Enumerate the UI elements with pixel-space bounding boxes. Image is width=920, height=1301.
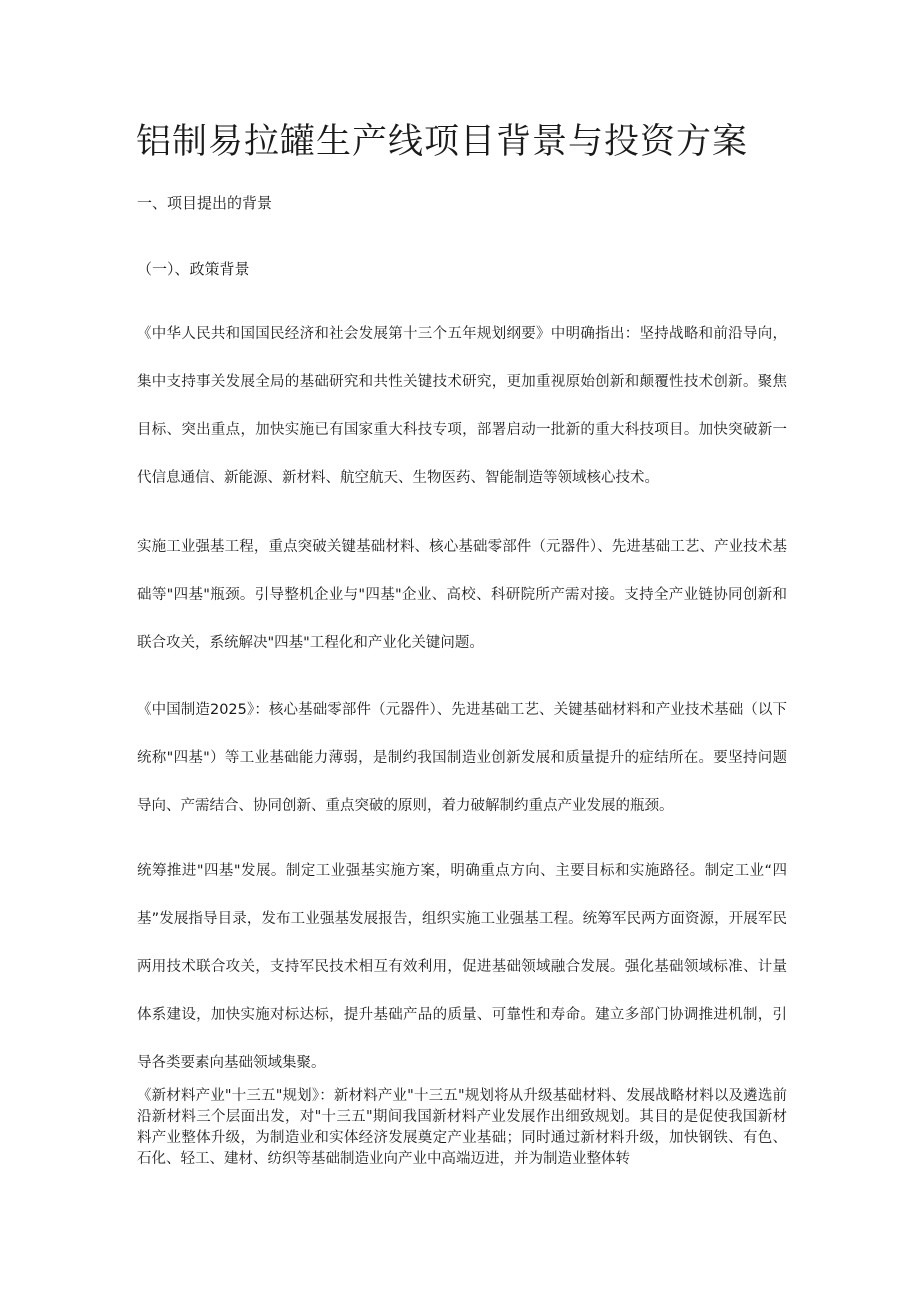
paragraph-made-in-china-2025: 《中国制造2025》：核心基础零部件（元器件）、先进基础工艺、关键基础材料和产业技术基础（以下统称"四基"）等工业基础能力薄弱，是制约我国制造业创新发展和质量提升的症结所在。要坚持问题导向、产需结合、协同创新、重点突破的原则，着力破解制约重点产业发展的瓶颈。 [137, 702, 787, 814]
section-heading: 一、项目提出的背景 [137, 194, 273, 212]
subsection-heading: （一）、政策背景 [137, 260, 250, 278]
paragraph-new-materials-plan: 《新材料产业"十三五"规划》：新材料产业"十三五"规划将从升级基础材料、发展战略材料以及遴选前沿新材料三个层面出发，对"十三五"期间我国新材料产业发展作出细致规划。其目的是促使我国新材料产业整体升级，为制造业和实体经济发展奠定产业基础；同时通过新材料升级，加快钢铁、有色、石化、轻工、建材、纺织等基础制造业向产业中高端迈进，并为制造业整体转 [137, 1088, 787, 1167]
paragraph-industrial-foundation: 实施工业强基工程，重点突破关键基础材料、核心基础零部件（元器件）、先进基础工艺、产业技术基础等"四基"瓶颈。引导整机企业与"四基"企业、高校、科研院所产需对接。支持全产业链协同创新和联合攻关，系统解决"四基"工程化和产业化关键问题。 [137, 539, 787, 651]
paragraph-four-basics: 统筹推进"四基"发展。制定工业强基实施方案，明确重点方向、主要目标和实施路径。制定工业“四基”发展指导目录，发布工业强基发展报告，组织实施工业强基工程。统筹军民两方面资源，开展军民两用技术联合攻关，支持军民技术相互有效利用，促进基础领域融合发展。强化基础领域标准、计量体系建设，加快实施对标达标，提升基础产品的质量、可靠性和寿命。建立多部门协调推进机制，引导各类要素向基础领域集聚。 [137, 863, 787, 1071]
paragraph-policy-outline: 《中华人民共和国国民经济和社会发展第十三个五年规划纲要》中明确指出：坚持战略和前沿导向，集中支持事关发展全局的基础研究和共性关键技术研究，更加重视原始创新和颠覆性技术创新。聚焦目标、突出重点，加快实施已有国家重大科技专项，部署启动一批新的重大科技项目。加快突破新一代信息通信、新能源、新材料、航空航天、生物医药、智能制造等领域核心技术。 [137, 326, 787, 486]
document-title: 铝制易拉罐生产线项目背景与投资方案 [136, 122, 749, 162]
